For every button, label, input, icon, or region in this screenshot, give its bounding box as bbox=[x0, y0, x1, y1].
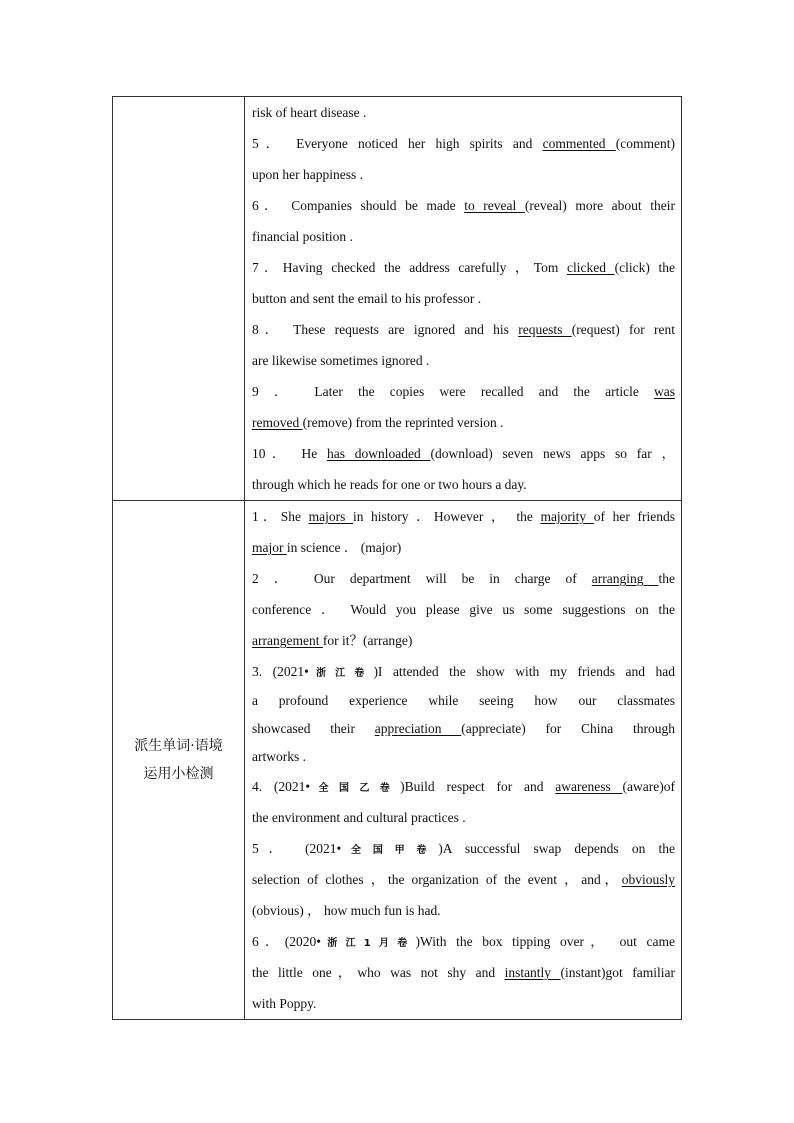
group-a-line bbox=[252, 221, 675, 252]
group-a-line bbox=[252, 283, 675, 314]
group-b-lines bbox=[252, 501, 675, 1019]
exam-source: 浙江1月卷 bbox=[321, 938, 416, 949]
line-text: )I attended the show with my friends and had bbox=[373, 664, 675, 679]
answer-blank: arranging bbox=[591, 571, 659, 586]
line-text: 10． He bbox=[252, 446, 328, 461]
answer-blank: majority bbox=[540, 509, 594, 524]
line-text: (aware)of bbox=[622, 779, 675, 794]
group-b-line bbox=[252, 833, 675, 864]
line-text: in history ．However ， the bbox=[352, 509, 541, 524]
line-text: for it？(arrange) bbox=[322, 633, 413, 648]
group-b-line bbox=[252, 895, 675, 926]
group-a-line bbox=[252, 345, 675, 376]
group-b-line bbox=[252, 864, 675, 895]
answer-blank: commented bbox=[542, 136, 616, 151]
line-text: (comment) bbox=[615, 136, 675, 151]
group-a-line bbox=[252, 159, 675, 190]
section-title-cell bbox=[113, 501, 245, 1020]
table-row bbox=[113, 97, 682, 501]
section-title-line1: 派生单词·语境 bbox=[134, 738, 223, 754]
group-b-line bbox=[252, 802, 675, 833]
line-text: in science ． (major) bbox=[286, 540, 402, 555]
table-row bbox=[113, 501, 682, 1020]
line-text: are likewise sometimes ignored . bbox=[252, 353, 430, 368]
line-text: )With the box tipping over， out came bbox=[415, 934, 675, 949]
line-text: the environment and cultural practices . bbox=[252, 810, 466, 825]
answer-blank: arrangement bbox=[252, 633, 323, 648]
group-a-cell bbox=[245, 97, 682, 501]
group-b-line bbox=[252, 771, 675, 802]
group-b-line bbox=[252, 625, 675, 656]
group-b-line bbox=[252, 715, 675, 743]
group-b-line bbox=[252, 594, 675, 625]
group-a-line bbox=[252, 407, 675, 438]
line-text: the little one，who was not shy and bbox=[252, 965, 505, 980]
group-a-line bbox=[252, 469, 675, 500]
answer-blank: awareness bbox=[555, 779, 623, 794]
line-text: 8． These requests are ignored and his bbox=[252, 322, 519, 337]
line-text: 5． Everyone noticed her high spirits and bbox=[252, 136, 543, 151]
line-text: artworks . bbox=[252, 749, 306, 764]
answer-blank: majors bbox=[308, 509, 353, 524]
group-a-line bbox=[252, 252, 675, 283]
group-a-line bbox=[252, 438, 675, 469]
line-text: with Poppy. bbox=[252, 996, 317, 1011]
group-b-line bbox=[252, 957, 675, 988]
exam-source: 全国乙卷 bbox=[310, 783, 401, 794]
group-b-line bbox=[252, 988, 675, 1019]
line-text: (reveal) more about their bbox=[524, 198, 675, 213]
answer-blank: was bbox=[654, 384, 675, 399]
group-a-line bbox=[252, 376, 675, 407]
line-text: 6． Companies should be made bbox=[252, 198, 465, 213]
line-text: 6．(2020• bbox=[252, 934, 321, 949]
line-text: showcased their bbox=[252, 721, 375, 736]
line-text: (request) for rent bbox=[571, 322, 675, 337]
line-text: the bbox=[658, 571, 675, 586]
group-b-line bbox=[252, 743, 675, 771]
answer-blank: requests bbox=[518, 322, 572, 337]
line-text: risk of heart disease . bbox=[252, 105, 367, 120]
group-b-cell bbox=[245, 501, 682, 1020]
line-text: through which he reads for one or two hours a day. bbox=[252, 477, 527, 492]
answer-blank: appreciation bbox=[374, 721, 462, 736]
exam-source: 浙江卷 bbox=[308, 668, 374, 679]
line-text: 5． (2021• bbox=[252, 841, 342, 856]
line-text: 9 ． Later the copies were recalled and the article bbox=[252, 384, 654, 399]
line-text: financial position . bbox=[252, 229, 353, 244]
line-text: (download) seven news apps so far ， bbox=[430, 446, 675, 461]
line-text: (remove) from the reprinted version . bbox=[302, 415, 504, 430]
line-text: conference ． Would you please give us some suggestions on the bbox=[252, 602, 675, 617]
line-text: (instant)got familiar bbox=[560, 965, 675, 980]
line-text: (click) the bbox=[614, 260, 675, 275]
group-a-line bbox=[252, 190, 675, 221]
group-a-lines bbox=[252, 97, 675, 500]
line-text: 1．She bbox=[252, 509, 309, 524]
exercise-table bbox=[112, 96, 682, 1020]
answer-blank: major bbox=[252, 540, 287, 555]
group-b-line bbox=[252, 532, 675, 563]
group-b-line bbox=[252, 656, 675, 687]
group-a-line bbox=[252, 128, 675, 159]
line-text: button and sent the email to his professor . bbox=[252, 291, 482, 306]
line-text: )Build respect for and bbox=[400, 779, 556, 794]
answer-blank: to reveal bbox=[464, 198, 525, 213]
group-a-line bbox=[252, 314, 675, 345]
section-title-line2: 运用小检测 bbox=[143, 766, 214, 782]
line-text: of her friends bbox=[593, 509, 675, 524]
group-b-line bbox=[252, 501, 675, 532]
answer-blank: obviously bbox=[621, 872, 675, 887]
line-text: selection of clothes ，the organization of the event ，and， bbox=[252, 872, 622, 887]
line-text: upon her happiness . bbox=[252, 167, 363, 182]
line-text: 7．Having checked the address carefully ，Tom bbox=[252, 260, 567, 275]
group-b-line bbox=[252, 563, 675, 594]
line-text: 4. (2021• bbox=[252, 779, 311, 794]
line-text: )A successful swap depends on the bbox=[438, 841, 675, 856]
answer-blank: has downloaded bbox=[327, 446, 431, 461]
line-text: 2 ． Our department will be in charge of bbox=[252, 571, 592, 586]
line-text: (appreciate) for China through bbox=[461, 721, 675, 736]
group-b-line bbox=[252, 926, 675, 957]
answer-blank: instantly bbox=[504, 965, 561, 980]
answer-blank: removed bbox=[252, 415, 303, 430]
line-text: (obvious) ， how much fun is had. bbox=[252, 903, 441, 918]
left-cell-empty bbox=[113, 97, 245, 501]
exam-source: 全国甲卷 bbox=[341, 845, 439, 856]
answer-blank: clicked bbox=[566, 260, 615, 275]
line-text: a profound experience while seeing how our classmates bbox=[252, 693, 675, 708]
line-text: 3. (2021• bbox=[252, 664, 309, 679]
group-a-line bbox=[252, 97, 675, 128]
group-b-line bbox=[252, 687, 675, 715]
